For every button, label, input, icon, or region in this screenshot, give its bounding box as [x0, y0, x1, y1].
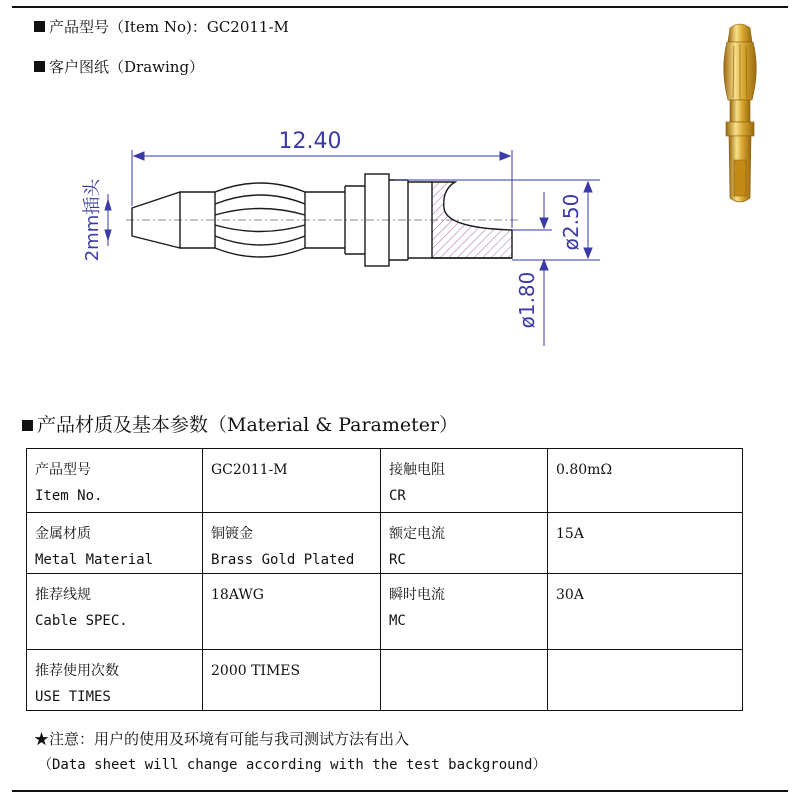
cell-primary-text: 18AWG [211, 587, 264, 603]
cell-primary-text: 推荐线规 [35, 587, 91, 603]
table-cell [548, 574, 743, 650]
cell-secondary-text: MC [389, 613, 406, 629]
cell-primary-text: 推荐使用次数 [35, 663, 119, 679]
left-indicator [105, 194, 111, 246]
section-title [22, 410, 458, 437]
length-dimension [132, 150, 512, 228]
cell-primary-text: 15A [556, 526, 584, 542]
table-cell [203, 513, 381, 574]
cell-secondary-text: Metal Material [35, 552, 154, 568]
arrow-right-icon [500, 152, 510, 160]
item-no-text: 产品型号（Item No)：GC2011-M [49, 18, 289, 36]
note-cn: ★注意：用户的使用及环境有可能与我司测试方法有出入 [34, 730, 410, 748]
table-cell [203, 650, 381, 711]
length-dim-label: 12.40 [278, 129, 342, 154]
cell-secondary-text: Brass Gold Plated [211, 552, 355, 568]
item-no-header [34, 16, 289, 37]
square-bullet-icon [34, 21, 45, 32]
table-cell [27, 650, 203, 711]
table-cell [203, 449, 381, 513]
table-row [27, 650, 743, 711]
table-cell [548, 513, 743, 574]
spring-bottom [215, 248, 305, 257]
square-bullet-icon [34, 61, 45, 72]
parameter-table [26, 448, 743, 711]
technical-drawing [60, 120, 620, 360]
left-label: 2mm插头 [82, 178, 103, 262]
arrow-up-icon [584, 182, 592, 192]
table-cell [27, 574, 203, 650]
cell-secondary-text: Item No. [35, 488, 103, 504]
section-title-text: 产品材质及基本参数（Material & Parameter） [37, 414, 459, 436]
table-cell [381, 449, 548, 513]
spring-top [215, 183, 305, 192]
cell-primary-text: 铜镀金 [211, 526, 253, 542]
drawing-text: 客户图纸（Drawing） [49, 58, 205, 76]
cell-primary-text: 瞬时电流 [389, 587, 445, 603]
table-cell [27, 449, 203, 513]
cell-secondary-text: USE TIMES [35, 689, 111, 705]
arrow-up-icon [540, 260, 548, 270]
arrow-up-icon [105, 200, 111, 210]
outer-dia-label: ø2.50 [559, 193, 583, 251]
cell-primary-text: 30A [556, 587, 584, 603]
arrow-down-icon [105, 230, 111, 240]
table-row [27, 574, 743, 650]
gold-pin-image [724, 24, 757, 202]
note-en: （Data sheet will change according with the test background） [38, 757, 547, 773]
cell-primary-text: 0.80mΩ [556, 462, 613, 478]
inner-dia-label: ø1.80 [515, 271, 539, 329]
bottom-rule [12, 790, 788, 792]
cell-secondary-text: RC [389, 552, 406, 568]
top-rule [12, 6, 788, 8]
table-cell [381, 650, 548, 711]
drawing-header [34, 56, 204, 77]
table-cell [381, 513, 548, 574]
square-bullet-icon [22, 420, 33, 431]
cell-primary-text: 额定电流 [389, 526, 445, 542]
table-row [27, 449, 743, 513]
arrow-down-icon [540, 218, 548, 228]
arrow-left-icon [134, 152, 144, 160]
cell-secondary-text: Cable SPEC. [35, 613, 128, 629]
table-row [27, 513, 743, 574]
product-photo [700, 20, 780, 210]
cell-primary-text: 2000 TIMES [211, 663, 301, 679]
table-cell [381, 574, 548, 650]
cell-primary-text: 金属材质 [35, 526, 91, 542]
cell-primary-text: GC2011-M [211, 462, 288, 478]
table-cell [548, 650, 743, 711]
cell-primary-text: 接触电阻 [389, 462, 445, 478]
cell-primary-text: 产品型号 [35, 462, 91, 478]
table-cell [27, 513, 203, 574]
table-cell [203, 574, 381, 650]
table-cell [548, 449, 743, 513]
pin-tip [132, 192, 180, 248]
arrow-down-icon [584, 248, 592, 258]
cell-secondary-text: CR [389, 488, 406, 504]
